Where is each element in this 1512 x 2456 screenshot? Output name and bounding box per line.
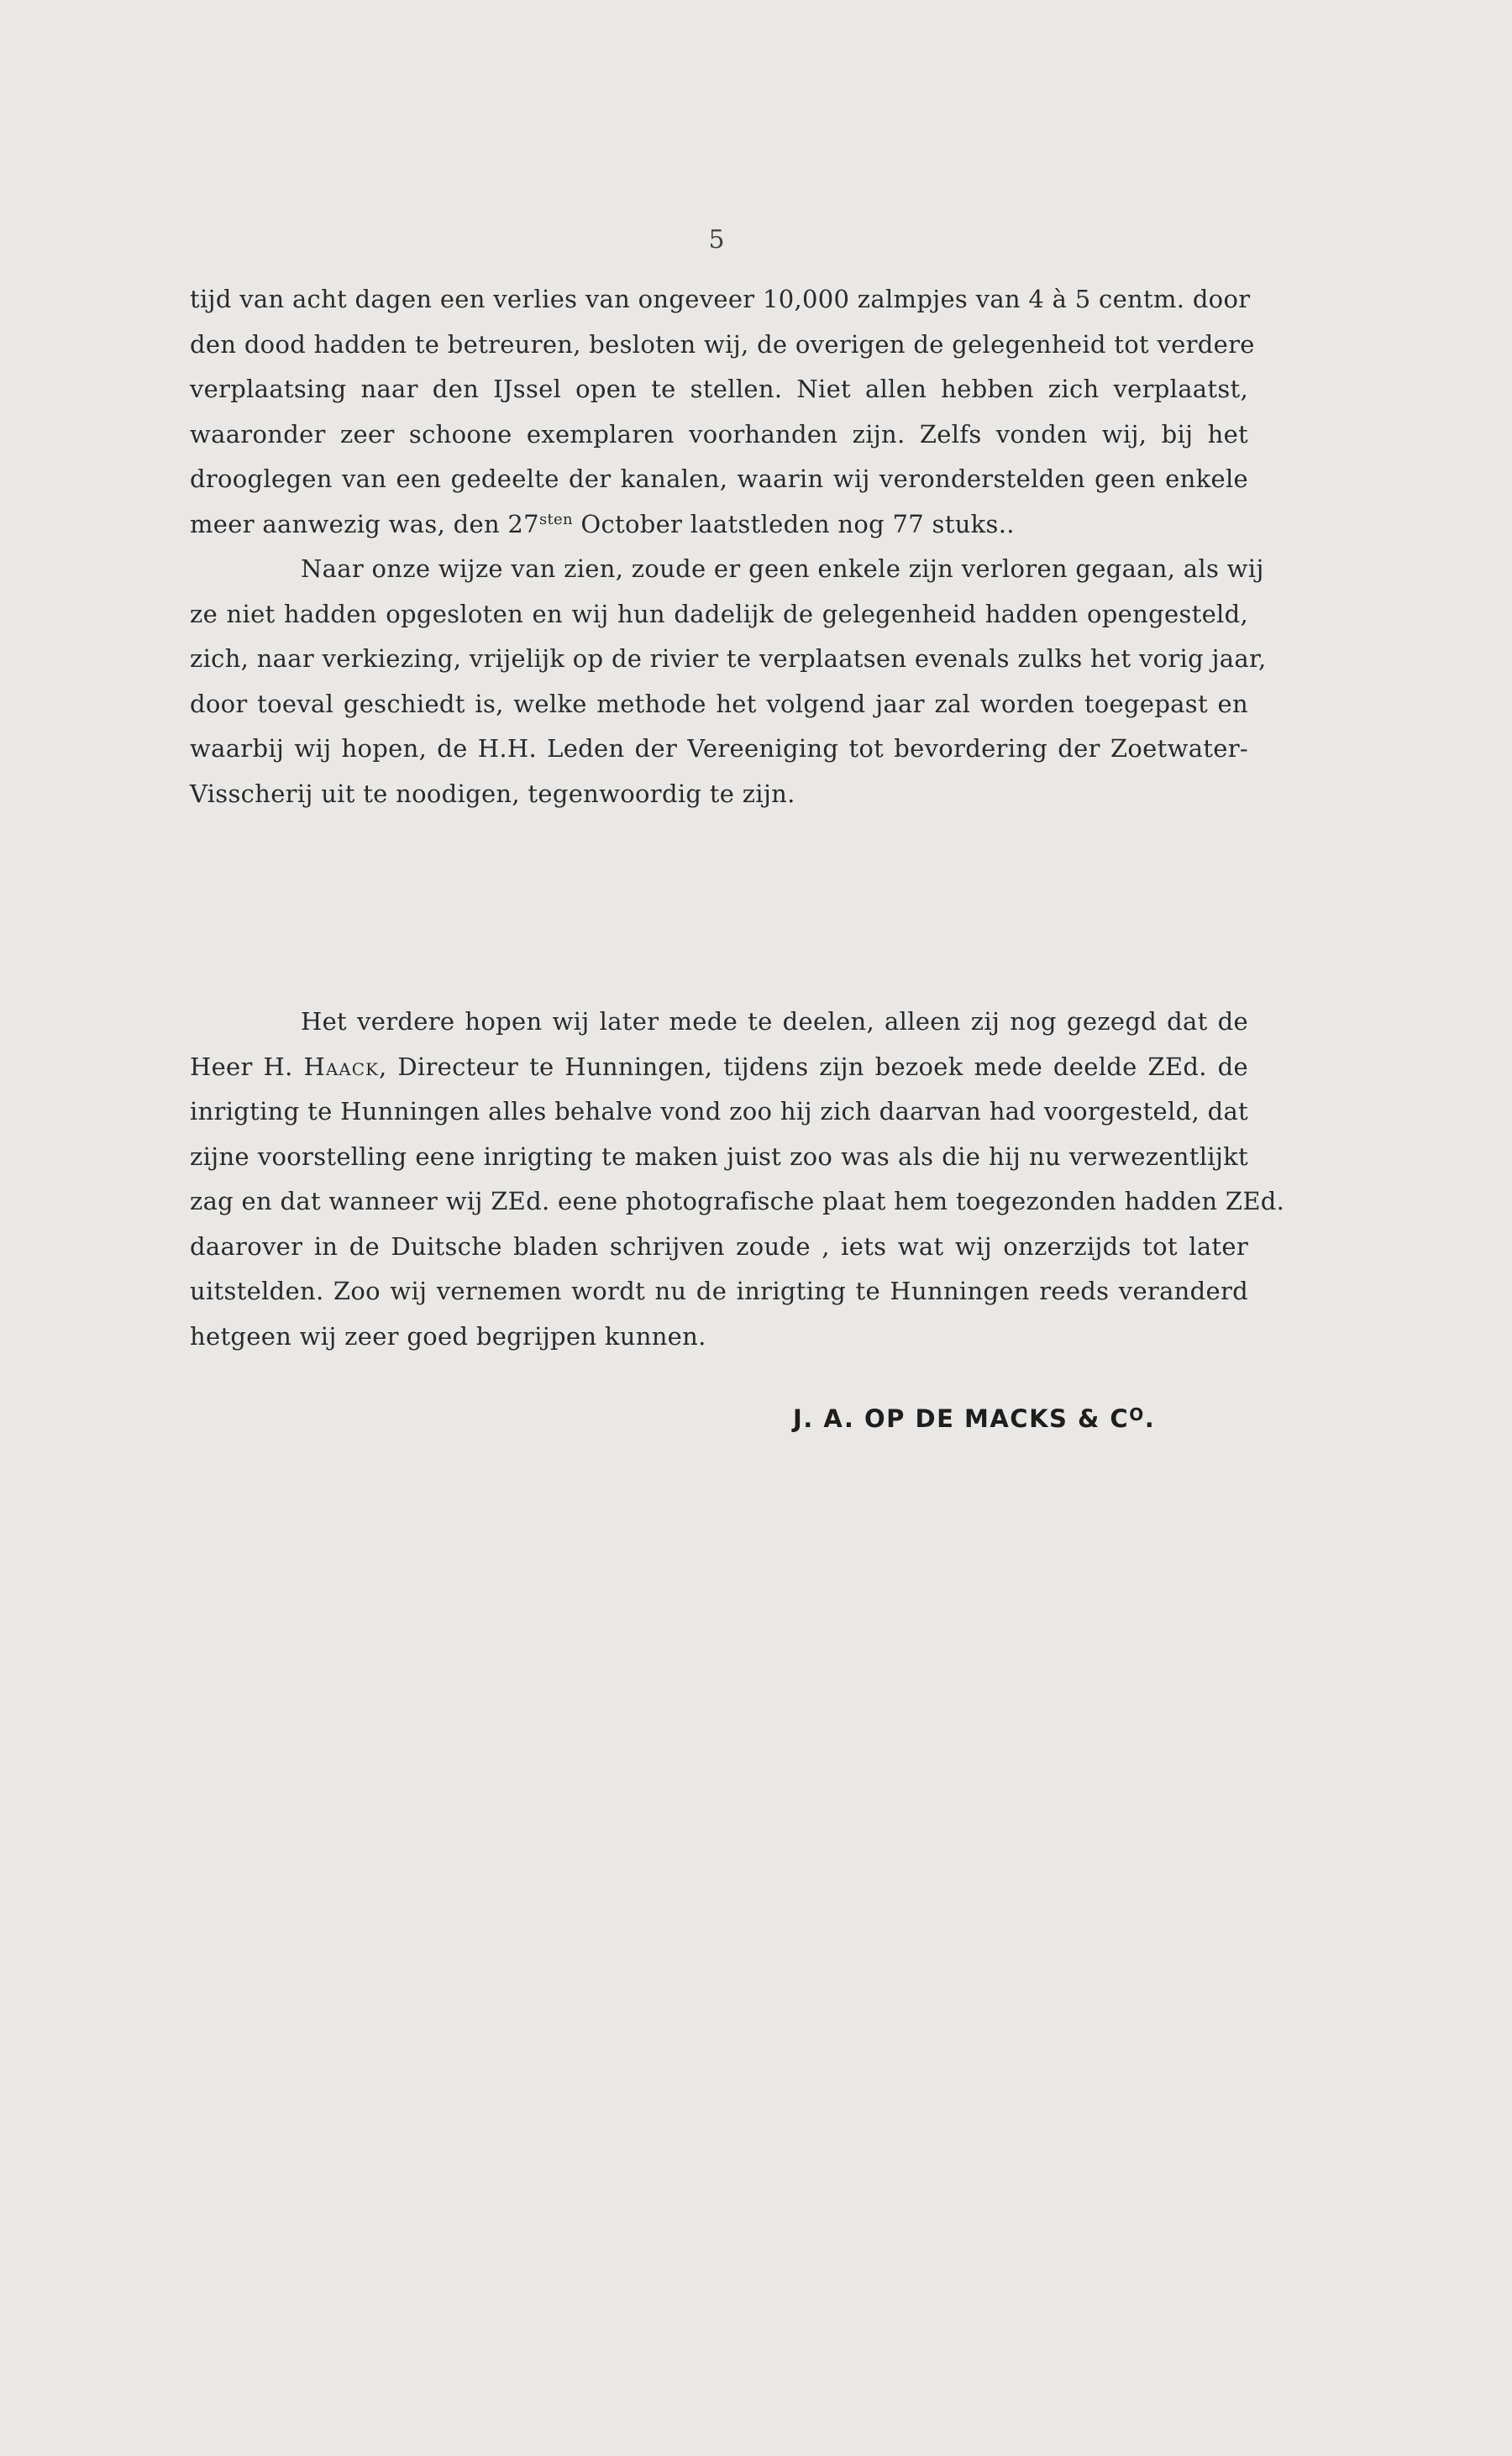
body-text-top: [190, 277, 1267, 816]
text-line: den dood hadden te betreuren, besloten wij, de overigen de gelegenheid tot verdere: [190, 329, 1255, 359]
text-fragment: Heer H.: [190, 1052, 304, 1081]
text-line: zijne voorstelling eene inrigting te maken juist zoo was als die hij nu verwezentlijkt: [190, 1141, 1248, 1171]
text-line: drooglegen van een gedeelte der kanalen, waarin wij veronderstelden geen enkele: [190, 464, 1248, 493]
text-line: uitstelden. Zoo wij vernemen wordt nu de inrigting te Hunningen reeds veranderd: [190, 1277, 1248, 1305]
page-number: 5: [708, 225, 725, 255]
superscript-sten: sten: [538, 510, 573, 528]
text-line: waaronder zeer schoone exemplaren voorhanden zijn. Zelfs vonden wij, bij het: [190, 419, 1248, 449]
text-line: daarover in de Duitsche bladen schrijven zoude , iets wat wij onzerzijds tot later: [190, 1231, 1248, 1261]
text-line: tijd van acht dagen een verlies van ongeveer 10,000 zalmpjes van 4 à 5 centm. door: [190, 285, 1251, 313]
signature-name: J. A. OP DE MACKS & C: [793, 1404, 1130, 1433]
text-line: ze niet hadden opgesloten en wij hun dadelijk de gelegenheid hadden opengesteld,: [190, 599, 1248, 628]
text-fragment: , Directeur te Hunningen, tijdens zijn bezoek mede deelde ZEd. de: [378, 1052, 1248, 1081]
text-fragment: meer aanwezig was, den 27: [190, 509, 539, 538]
signature: [793, 1404, 1155, 1433]
text-line: waarbij wij hopen, de H.H. Leden der Vereeniging tot bevordering der Zoetwater-: [190, 734, 1248, 763]
text-line: zag en dat wanneer wij ZEd. eene photografische plaat hem toegezonden hadden ZEd.: [190, 1187, 1285, 1215]
signature-trailing: .: [1144, 1404, 1156, 1433]
text-line: Naar onze wijze van zien, zoude er geen enkele zijn verloren gegaan, als wij: [301, 554, 1264, 583]
text-line: Het verdere hopen wij later mede te deelen, alleen zij nog gezegd dat de: [301, 1007, 1248, 1036]
text-line: Visscherij uit te noodigen, tegenwoordig te zijn.: [190, 779, 795, 808]
text-line: verplaatsing naar den IJssel open te stellen. Niet allen hebben zich verplaatst,: [190, 375, 1248, 403]
text-fragment: October laatstleden nog 77 stuks..: [572, 509, 1015, 538]
text-line: zich, naar verkiezing, vrijelijk op de rivier te verplaatsen evenals zulks het vorig jaar,: [190, 644, 1267, 673]
text-line: inrigting te Hunningen alles behalve vond zoo hij zich daarvan had voorgesteld, dat: [190, 1097, 1248, 1126]
text-line: door toeval geschiedt is, welke methode het volgend jaar zal worden toegepast en: [190, 689, 1248, 718]
text-line: hetgeen wij zeer goed begrijpen kunnen.: [190, 1321, 706, 1351]
name-haack: Haack: [303, 1052, 379, 1081]
text-line: [190, 502, 1248, 548]
signature-superscript: O: [1129, 1404, 1145, 1425]
body-text-bottom: [190, 1000, 1285, 1359]
text-line: [190, 1045, 1248, 1090]
